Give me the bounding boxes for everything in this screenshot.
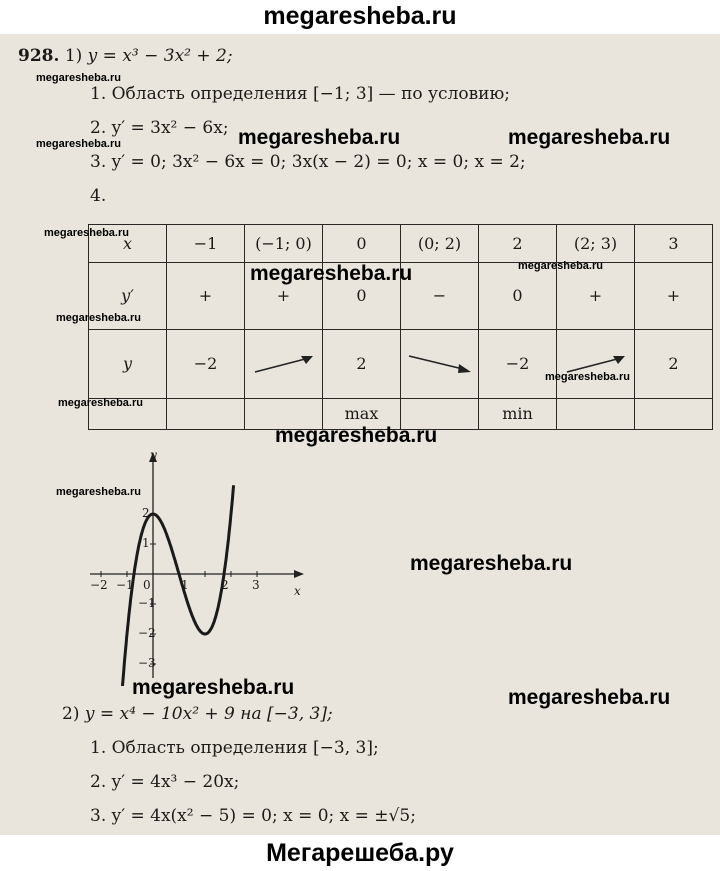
x-tick: 0 [143, 578, 151, 592]
table-cell: −2 [167, 329, 245, 398]
table-row-x [89, 225, 713, 263]
table-cell: (2; 3) [557, 225, 635, 263]
watermark: megaresheba.ru [410, 552, 573, 575]
watermark: megaresheba.ru [44, 227, 129, 239]
part2-function: y = x⁴ − 10x² + 9 на [−3, 3]; [84, 704, 333, 724]
watermark: megaresheba.ru [36, 72, 121, 84]
watermark: megaresheba.ru [132, 676, 295, 699]
table-head-derivative: y′ [89, 262, 167, 329]
watermark: megaresheba.ru [508, 686, 671, 709]
part1-step-3: 3. y′ = 0; 3x² − 6x = 0; 3x(x − 2) = 0; x = 0; x = 2; [90, 152, 526, 172]
table-cell: + [557, 262, 635, 329]
part2-header [62, 704, 333, 724]
part1-step-1: 1. Область определения [−1; 3] — по условию; [90, 84, 511, 104]
table-cell: 0 [479, 262, 557, 329]
watermark: megaresheba.ru [58, 397, 143, 409]
table-cell: 3 [635, 225, 713, 263]
watermark: megaresheba.ru [238, 126, 401, 149]
table-cell: + [635, 262, 713, 329]
table-cell-min: min [479, 398, 557, 429]
table-cell: + [167, 262, 245, 329]
arrow-down-icon [401, 329, 479, 398]
problem-header [18, 46, 233, 66]
y-tick: 2 [142, 506, 150, 520]
y-tick: −3 [138, 656, 156, 670]
arrow-up-icon [557, 329, 635, 398]
watermark: megaresheba.ru [36, 138, 121, 150]
y-axis-label: y [150, 448, 157, 462]
sign-table [88, 224, 713, 430]
table-cell: 2 [635, 329, 713, 398]
table-cell: −2 [479, 329, 557, 398]
x-tick: 2 [221, 578, 229, 592]
x-tick: 1 [181, 578, 189, 592]
arrow-up-icon [245, 329, 323, 398]
part1-step-2: 2. y′ = 3x² − 6x; [90, 118, 229, 138]
table-head-x: x [89, 225, 167, 263]
site-footer-watermark: Мегарешеба.ру [0, 835, 720, 871]
watermark: megaresheba.ru [518, 260, 603, 272]
table-cell: (−1; 0) [245, 225, 323, 263]
watermark: megaresheba.ru [508, 126, 671, 149]
y-tick: −1 [138, 596, 156, 610]
table-cell: − [401, 262, 479, 329]
part2-label: 2) [62, 704, 80, 724]
watermark: megaresheba.ru [250, 262, 413, 285]
table-cell [635, 398, 713, 429]
table-cell [167, 398, 245, 429]
y-tick: 1 [142, 536, 150, 550]
table-cell: (0; 2) [401, 225, 479, 263]
table-row-y [89, 329, 713, 398]
table-cell: −1 [167, 225, 245, 263]
watermark: megaresheba.ru [275, 424, 438, 447]
part1-function: y = x³ − 3x² + 2; [87, 46, 233, 66]
x-tick: −2 [90, 578, 108, 592]
x-tick: 3 [252, 578, 260, 592]
textbook-page [0, 34, 720, 835]
x-tick: −1 [116, 578, 134, 592]
table-cell: 2 [479, 225, 557, 263]
watermark: megaresheba.ru [56, 486, 141, 498]
watermark: megaresheba.ru [545, 371, 630, 383]
table-cell-max: max [323, 398, 401, 429]
table-cell: 0 [323, 225, 401, 263]
function-graph [80, 446, 320, 686]
table-head-y: y [89, 329, 167, 398]
table-cell [557, 398, 635, 429]
problem-number: 928. [18, 46, 60, 66]
table-cell: 0 [323, 262, 401, 329]
part1-label: 1) [64, 46, 83, 66]
part2-step-1: 1. Область определения [−3, 3]; [90, 738, 379, 758]
part2-step-2: 2. y′ = 4x³ − 20x; [90, 772, 240, 792]
x-axis-label: x [294, 584, 301, 598]
site-header-watermark: megaresheba.ru [0, 0, 720, 34]
part1-step-4: 4. [90, 186, 107, 206]
table-cell: 2 [323, 329, 401, 398]
watermark: megaresheba.ru [56, 312, 141, 324]
table-cell: + [245, 262, 323, 329]
part2-step-3: 3. y′ = 4x(x² − 5) = 0; x = 0; x = ±√5; [90, 806, 416, 826]
y-tick: −2 [138, 626, 156, 640]
